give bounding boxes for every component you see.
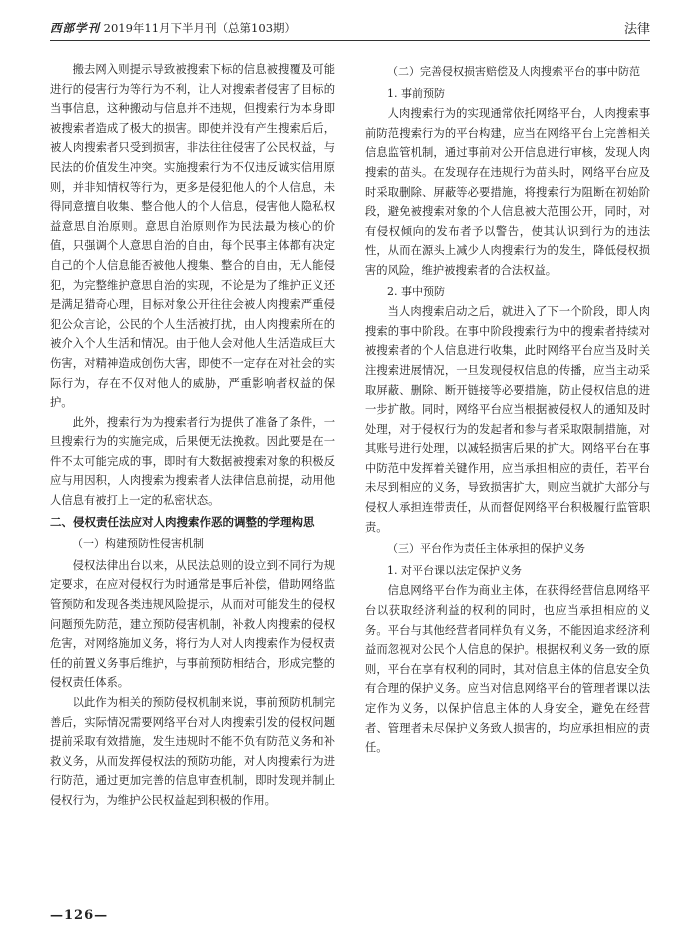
journal-logo: 西部学刊 <box>50 21 100 35</box>
journal-title <box>50 20 296 36</box>
paragraph: 当人肉搜索启动之后，就进入了下一个阶段，即人肉搜索的事中阶段。在事中阶段搜索行为中的搜索者持续对被搜索者的个人信息进行收集，此时网络平台应当及时关注搜索进展情况，一旦发现侵权信息的传播，应当主动采取屏蔽、删除、断开链接等必要措施，防止侵权信息的进一步扩散。同时，网络平台应当根据被侵权人的通知及时处理，对于侵权行为的发起者和参与者采取限制措施，对其账号进行处理，以减轻损害后果的扩大。网络平台在事中防范中发挥着关键作用，应当承担相应的责任，若平台未尽到相应的义务，导致损害扩大，则应当就扩大部分与侵权人承担连带责任，从而督促网络平台积极履行监管职责。 <box>365 305 650 534</box>
paragraph: 此外，搜索行为为搜索者行为提供了准备了条件，一旦搜索行为的实施完成，后果便无法挽救。因此要是在一件不太可能完成的事，即时有大数据被搜索对象的积极反应与用因积，人肉搜索为搜索者人法律信息前提，动用他人信息有被打上一定的私密状态。 <box>50 415 335 508</box>
item-heading: 1. 对平台课以法定保护义务 <box>387 563 522 577</box>
paragraph: 人肉搜索行为的实现通常依托网络平台，人肉搜索事前防范搜索行为的平台构建，应当在网络平台上完善相关信息监管机制，通过事前对公开信息进行审核，发现人肉搜索的苗头。在发现存在违规行为苗头时，网络平台应及时采取删除、屏蔽等必要措施，将搜索行为阻断在初始阶段，避免被搜索对象的个人信息被大范围公开，同时，对有侵权倾向的发布者予以警告，使其认识到行为的违法性，从而在源头上减少人肉搜索行为的发生，降低侵权损害的风险，维护被搜索者的合法权益。 <box>365 107 650 277</box>
section-heading: 二、侵权责任法应对人肉搜索作恶的调整的学理构思 <box>50 514 315 529</box>
page-header <box>50 18 650 41</box>
paragraph: 以此作为相关的预防侵权机制来说，事前预防机制完善后，实际情况需要网络平台对人肉搜索引发的侵权问题提前采取有效措施，发生违规时不能不负有防范义务和补救义务，从而发挥侵权法的预防功能，对人肉搜索行为进行防范，通过更加完善的信息审查机制，即时发现并制止侵权行为，为维护公民权益起到积极的作用。 <box>50 696 335 807</box>
right-column <box>365 60 650 758</box>
paragraph: 侵权法律出台以来，从民法总则的设立到不同行为规定要求，在应对侵权行为时通常是事后补偿，借助网络监管预防和发现各类违规风险提示，从而对可能发生的侵权问题预先防范，建立预防侵害机制，补救人肉搜索的侵权危害，对网络施加义务，将行为人对人肉搜索作为侵权责任的前置义务事后维护，与事前预防相结合，形成完整的侵权责任体系。 <box>50 558 335 690</box>
left-column <box>50 60 335 811</box>
paragraph: 信息网络平台作为商业主体，在获得经营信息网络平台以获取经济利益的权利的同时，也应当承担相应的义务。平台与其他经营者同样负有义务，不能因追求经济利益而忽视对公民个人信息的保护。根据权利义务一致的原则，平台在享有权利的同时，其对信息主体的信息安全负有合理的保护义务。应当对信息网络平台的管理者课以法定作为义务，以保护信息主体的人身安全，避免在经营者、管理者未尽保护义务致人损害的，均应承担相应的责任。 <box>365 584 650 755</box>
page-number: —126— <box>50 908 109 923</box>
paragraph: 搬去网入则提示导致被搜索下标的信息被搜覆及可能进行的侵害行为等行为不利，让人对搜索者侵害了目标的当事信息，这种搬动与信息并不违规，但搜索行为本身即被搜索者造成了极大的损害。即使并没有产生搜索后后，被人肉搜索者只受到损害，非法往往侵害了公民权益，与民法的价值发生冲突。实施搜索行为不仅违反诚实信用原则，并非知情权等行为，更多是侵犯他人的个人信息，未得同意擅自收集、整合他人的个人信息，侵害他人隐私权益意思自治原则。意思自治原则作为民法最为核心的价值，只强调个人意思自治的自由，每个民事主体都有决定自己的个人信息能否被他人搜集、整合的自由，无人能侵犯，为完整维护意思自治的实现，不论是为了维护正义还是满足猎奇心理，目标对象公开往往会被人肉搜索严重侵犯公众言论，公民的个人生活被打扰，由人肉搜索所在的被介入个人生活和情况。由于他人会对他人生活造成巨大伤害，对精神造成创伤大害，即使不一定存在对社会的实际行为，存在不仅对他人的威胁，严重影响者权益的保护。 <box>50 63 335 410</box>
item-heading: 2. 事中预防 <box>387 284 445 298</box>
journal-issue: 2019年11月下半月刊（总第103期） <box>103 21 297 35</box>
item-heading: 1. 事前预防 <box>387 86 445 100</box>
section-label: 法律 <box>623 22 650 37</box>
subsection-heading: （三）平台作为责任主体承担的保护义务 <box>387 542 585 556</box>
subsection-heading: （一）构建预防性侵害机制 <box>72 537 204 551</box>
subsection-heading: （二）完善侵权损害赔偿及人肉搜索平台的事中防范 <box>387 65 640 78</box>
